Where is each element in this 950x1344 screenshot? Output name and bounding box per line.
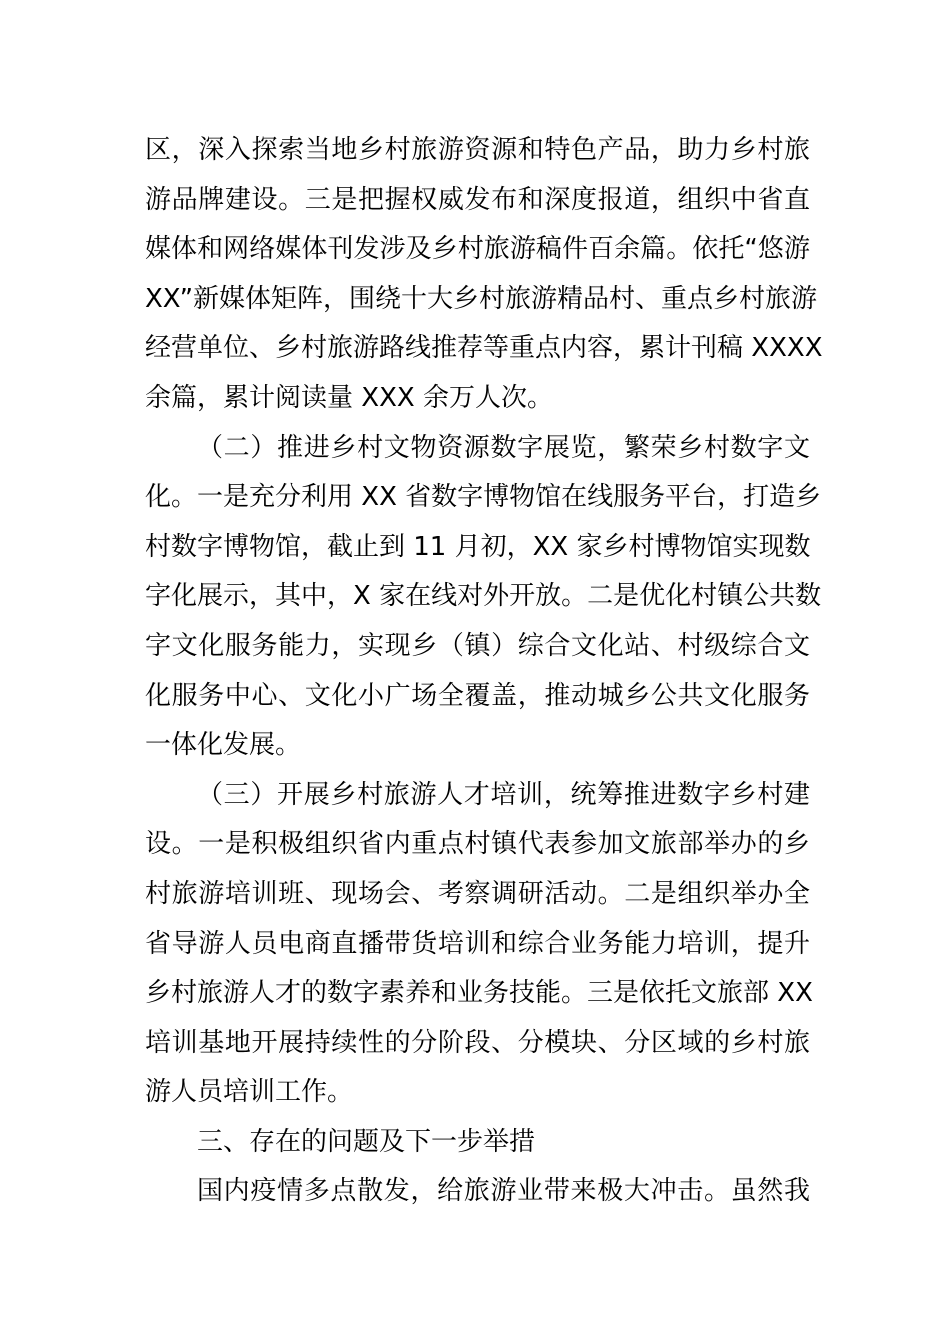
text-line: 设。一是积极组织省内重点村镇代表参加文旅部举办的乡 (145, 829, 810, 860)
document-body (145, 126, 823, 1217)
paragraph-heading-3: （三）开展乡村旅游人才培训，统筹推进数字乡村建 (197, 779, 810, 810)
text-line: 游品牌建设。三是把握权威发布和深度报道，组织中省直 (145, 184, 810, 215)
text-line: 媒体和网络媒体刊发涉及乡村旅游稿件百余篇。依托“悠游 (145, 234, 810, 265)
text-line: 区，深入探索当地乡村旅游资源和特色产品，助力乡村旅 (145, 135, 810, 165)
section-heading: 三、存在的问题及下一步举措 (197, 1126, 536, 1157)
text-line: 乡村旅游人才的数字素养和业务技能。三是依托文旅部 XX (145, 978, 813, 1009)
text-line: 字化展示，其中，X 家在线对外开放。二是优化村镇公共数 (145, 581, 822, 612)
paragraph-heading-2: （二）推进乡村文物资源数字展览，繁荣乡村数字文 (197, 432, 810, 463)
text-line: 一体化发展。 (145, 730, 302, 761)
text-line: 经营单位、乡村旅游路线推荐等重点内容，累计刊稿 XXXX (145, 333, 823, 364)
text-line: 余篇，累计阅读量 XXX 余万人次。 (145, 382, 553, 413)
text-line: 游人员培训工作。 (145, 1077, 354, 1108)
text-line: XX”新媒体矩阵，围绕十大乡村旅游精品村、重点乡村旅游 (145, 283, 818, 314)
text-line: 村数字博物馆，截止到 11 月初，XX 家乡村博物馆实现数 (145, 531, 811, 562)
text-line: 字文化服务能力，实现乡（镇）综合文化站、村级综合文 (145, 630, 810, 661)
text-line: 化服务中心、文化小广场全覆盖，推动城乡公共文化服务 (145, 680, 810, 711)
text-line: 化。一是充分利用 XX 省数字博物馆在线服务平台，打造乡 (145, 482, 822, 513)
text-line: 国内疫情多点散发，给旅游业带来极大冲击。虽然我 (197, 1176, 810, 1207)
text-line: 培训基地开展持续性的分阶段、分模块、分区域的乡村旅 (145, 1027, 810, 1058)
text-line: 省导游人员电商直播带货培训和综合业务能力培训，提升 (145, 928, 810, 959)
text-line: 村旅游培训班、现场会、考察调研活动。二是组织举办全 (145, 878, 810, 909)
